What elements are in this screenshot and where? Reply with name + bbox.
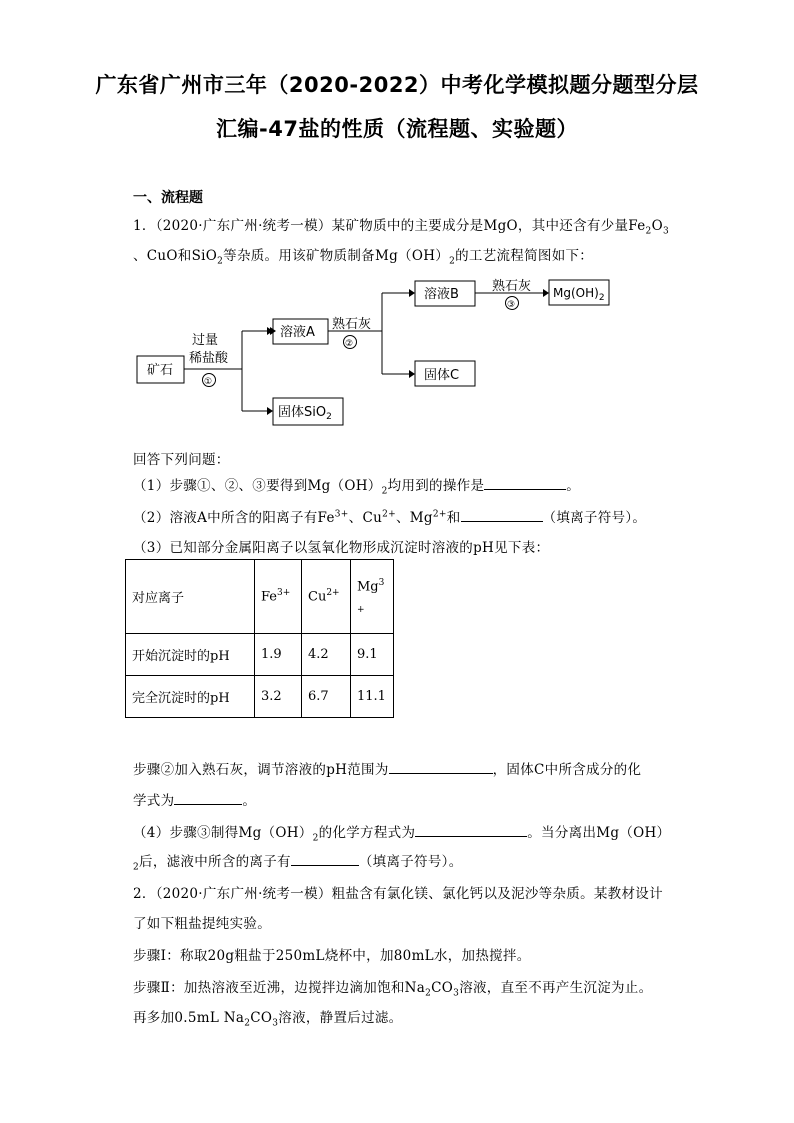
- step1-label: ①: [204, 377, 213, 387]
- reagent3-label: 熟石灰: [492, 279, 532, 294]
- q2-step2: 步骤Ⅱ：加热溶液至近沸，边搅拌边滴加饱和$Na_2CO_3$溶液，直至不再产生沉淀为止。: [133, 980, 653, 999]
- process-flow-diagram: [130, 270, 630, 435]
- product-label: $Mg(OH)_2$: [553, 286, 605, 303]
- table-row: 开始沉淀时的pH 1.9 4.2 9.1: [126, 634, 394, 676]
- q2-step2-cont: 再多加0.5mL $Na_2CO_3$溶液，静置后过滤。: [133, 1010, 403, 1029]
- answer-blank-6[interactable]: [291, 851, 359, 866]
- solution-b-label: 溶液B: [424, 287, 459, 302]
- q2-step1: 步骤Ⅰ：称取20g粗盐于250mL烧杯中，加80mL水，加热搅拌。: [133, 948, 531, 964]
- header-fe: $Fe^{3+}$: [255, 560, 302, 634]
- q2-intro-line1: 2．（2020·广东广州·统考一模）粗盐含有氯化镁、氯化钙以及泥沙等杂质。某教材设计: [133, 886, 663, 902]
- table-row: 完全沉淀时的pH 3.2 6.7 11.1: [126, 676, 394, 718]
- q1-part3-step2-line1: 步骤②加入熟石灰，调节溶液的pH范围为 ，固体C中所含成分的化: [133, 758, 641, 778]
- solid-sio2-label: 固体SiO$_2$: [278, 405, 332, 422]
- q1-part2: （2）溶液A中所含的阳离子有$Fe^{3+}$、$Cu^{2+}$、$Mg^{2+}$和 （填离子符号）。: [133, 506, 646, 526]
- q1-intro-line1: 1．（2020·广东广州·统考一模）某矿物质中的主要成分是MgO，其中还含有少量$Fe_2O_3$: [133, 218, 669, 237]
- section-heading: 一、流程题: [133, 190, 203, 206]
- answer-blank-1[interactable]: [484, 475, 566, 490]
- q1-intro-line2: 、CuO和SiO$_2$等杂质。用该矿物质制备$Mg(OH)_2$的工艺流程简图如下：: [133, 248, 594, 267]
- table-header-row: [126, 560, 394, 634]
- reagent2-label: 熟石灰: [332, 317, 372, 332]
- q1-part1: （1）步骤①、②、③要得到$Mg(OH)_2$均用到的操作是 。: [133, 474, 580, 497]
- q1-part4-line2: $_2$后，滤液中所含的离子有 （填离子符号）。: [133, 850, 463, 873]
- q1-part4-line1: （4）步骤③制得$Mg(OH)_2$的化学方程式为 。当分离出Mg（OH）: [133, 821, 670, 844]
- q1-part3-step2-line2: 学式为 。: [133, 789, 256, 809]
- header-label: 对应离子: [126, 560, 255, 634]
- answer-prompt: 回答下列问题：: [133, 452, 230, 468]
- title-line-1: 广东省广州市三年（2020-2022）中考化学模拟题分题型分层: [95, 73, 699, 97]
- reagent1-line2: 稀盐酸: [189, 351, 229, 366]
- step2-label: ②: [345, 339, 354, 349]
- ph-table: [125, 559, 394, 718]
- answer-blank-3[interactable]: [389, 759, 493, 774]
- solid-c-label: 固体C: [424, 368, 460, 383]
- ore-label: 矿石: [147, 363, 174, 378]
- answer-blank-4[interactable]: [174, 790, 242, 805]
- answer-blank-5[interactable]: [415, 822, 527, 837]
- header-mg: $Mg^3$ +: [351, 560, 394, 634]
- q2-intro-line2: 了如下粗盐提纯实验。: [133, 916, 271, 932]
- step3-label: ③: [507, 300, 516, 310]
- answer-blank-2[interactable]: [461, 507, 543, 522]
- header-cu: $Cu^{2+}$: [302, 560, 351, 634]
- q1-part3: （3）已知部分金属阳离子以氢氧化物形成沉淀时溶液的pH见下表：: [133, 540, 550, 556]
- title-line-2: 汇编-47盐的性质（流程题、实验题）: [216, 117, 578, 141]
- solution-a-label: 溶液A: [280, 325, 315, 340]
- reagent1-line1: 过量: [192, 333, 219, 348]
